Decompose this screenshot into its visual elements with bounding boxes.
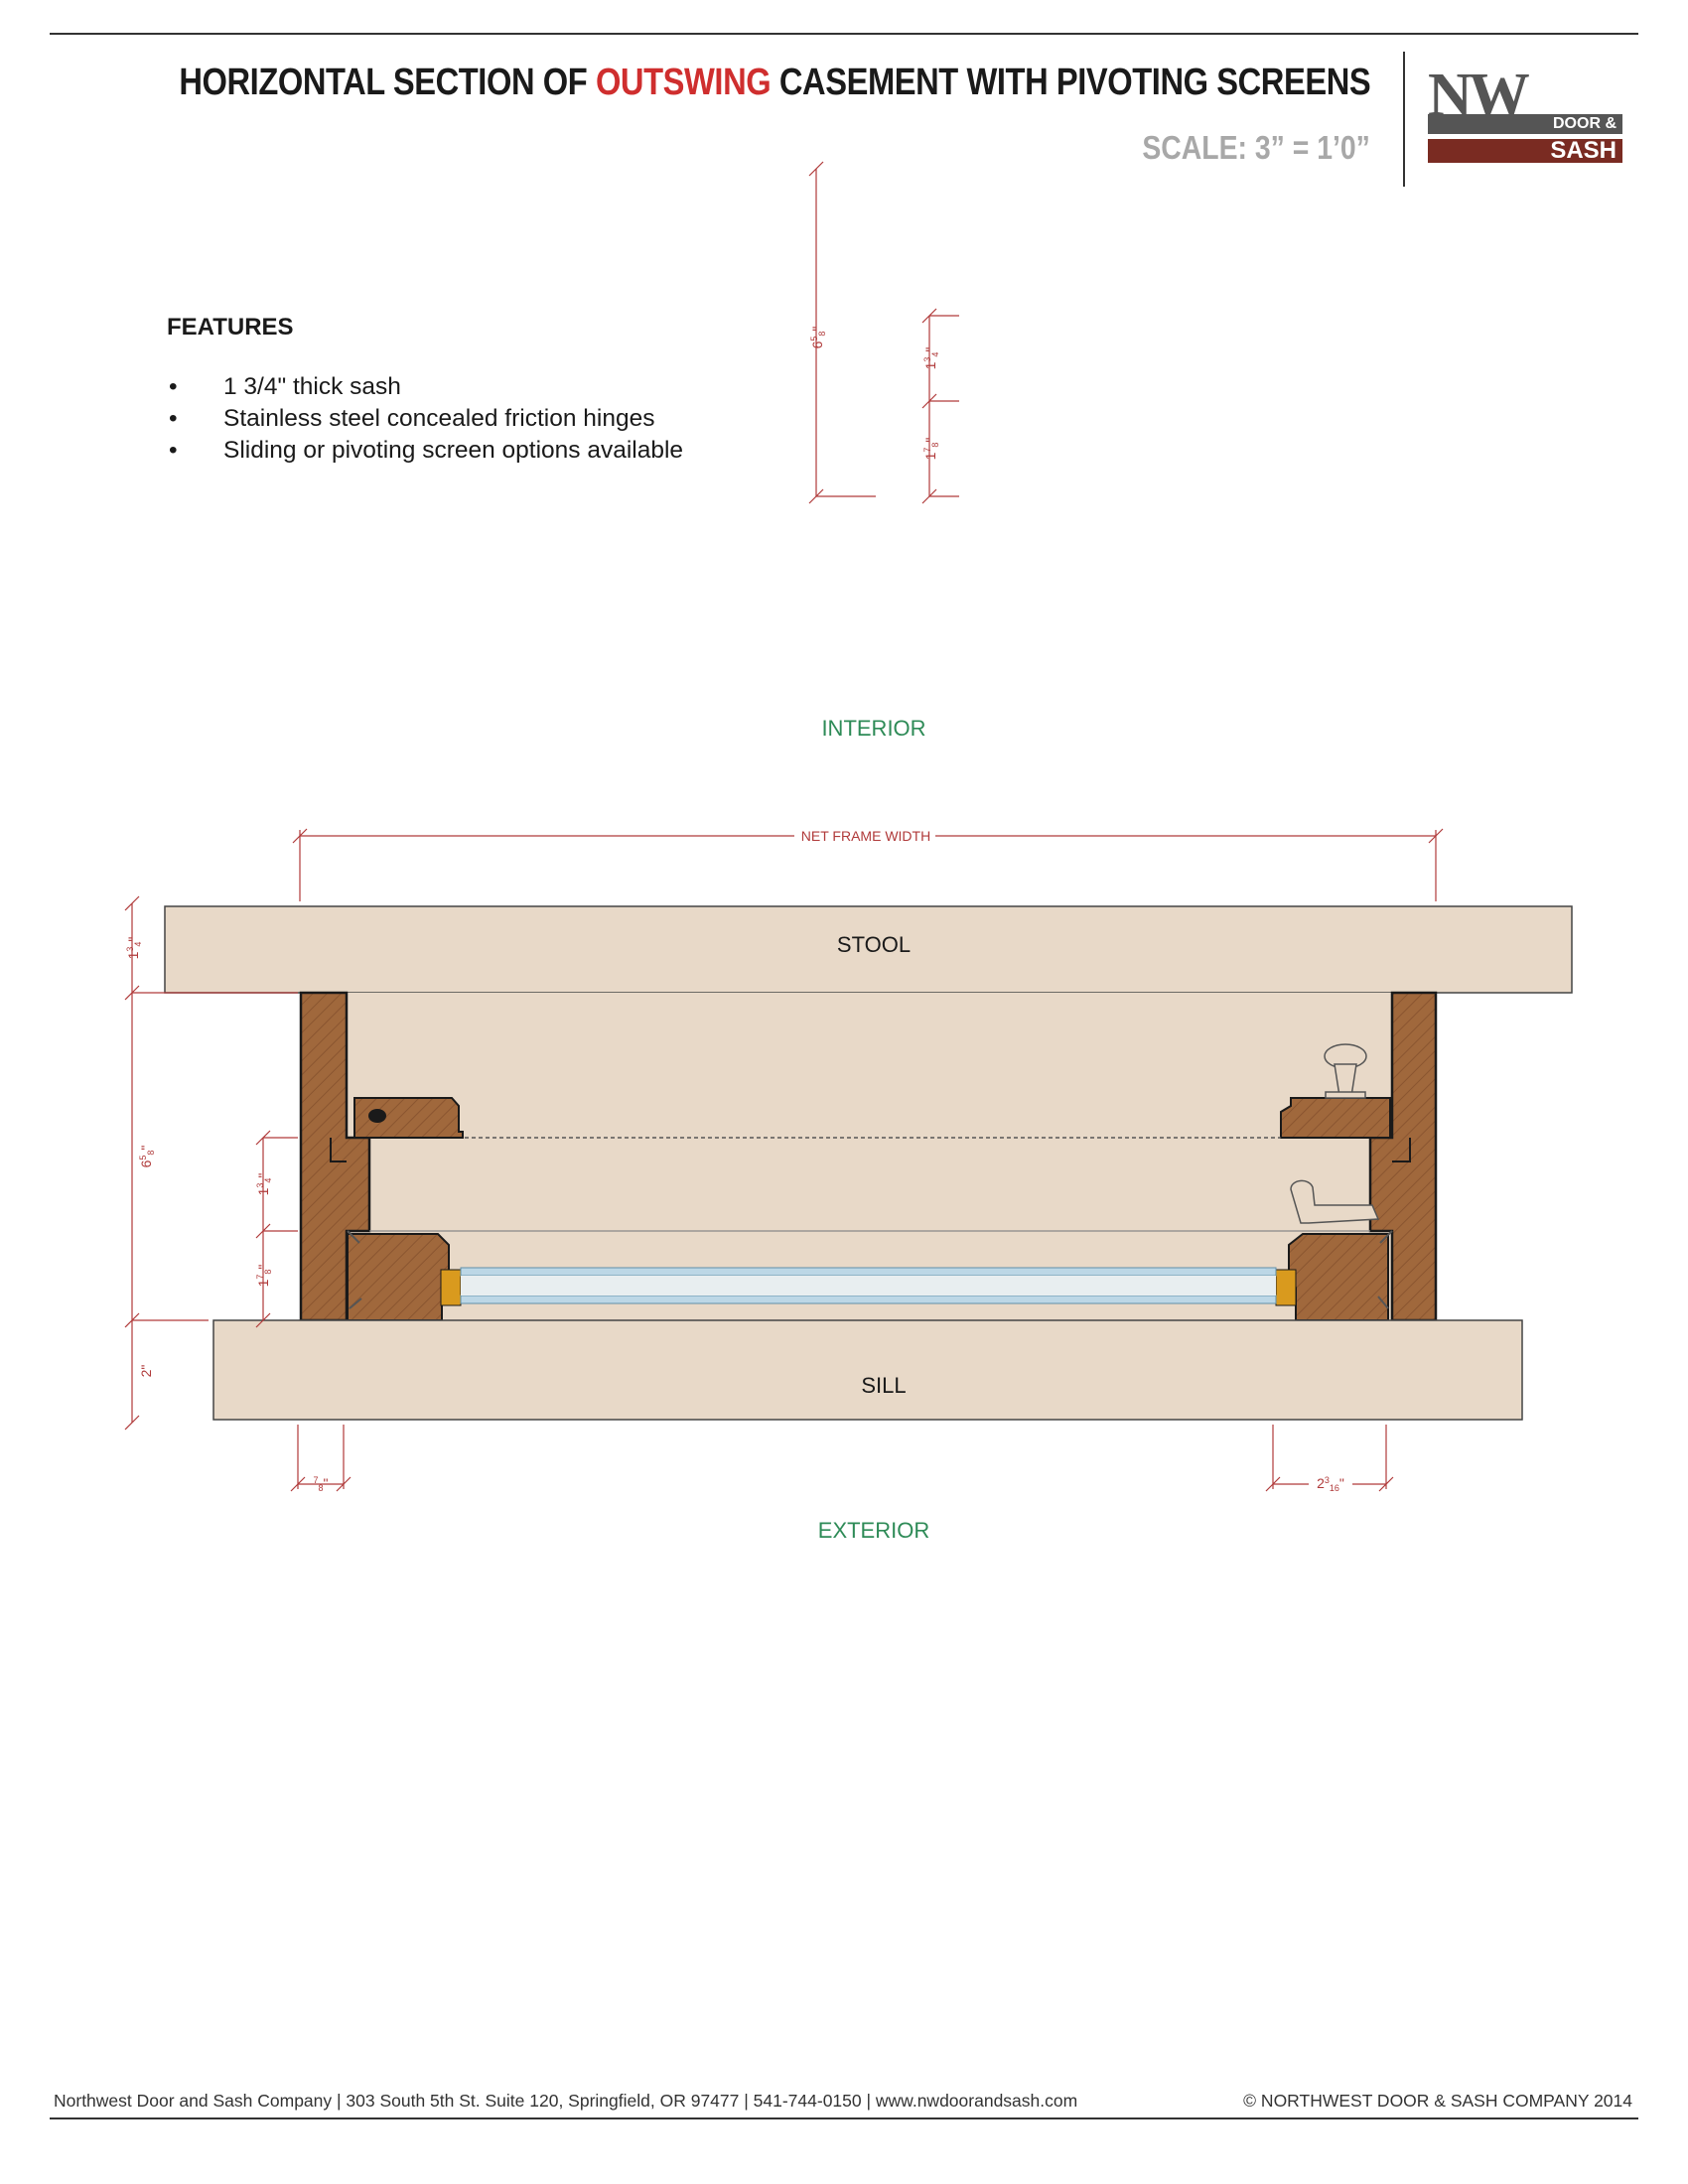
dim-7-8: $^7_8$" bbox=[313, 1475, 329, 1493]
insulated-glass bbox=[441, 1268, 1296, 1305]
title-suffix: CASEMENT WITH PIVOTING SCREENS bbox=[770, 62, 1370, 103]
left-screen-rail bbox=[354, 1098, 463, 1138]
features-heading: FEATURES bbox=[167, 314, 294, 341]
stool-label: STOOL bbox=[836, 932, 912, 957]
feature-item: • Stainless steel concealed friction hinges bbox=[167, 403, 683, 435]
sill-board bbox=[213, 1320, 1522, 1420]
bottom-dimensions bbox=[291, 1425, 1393, 1491]
feature-item: • 1 3/4" thick sash bbox=[167, 371, 683, 403]
feature-item: • Sliding or pivoting screen options available bbox=[167, 435, 683, 467]
dim-6-5-8-jamb: $6^5_8$" bbox=[138, 1145, 156, 1168]
exterior-label: EXTERIOR bbox=[817, 1518, 930, 1543]
screen-pivot-pin bbox=[368, 1109, 386, 1123]
dim-1-7-8-sash: $1^7_8$" bbox=[255, 1264, 273, 1288]
footer-company-info: Northwest Door and Sash Company | 303 South 5th St. Suite 120, Springfield, OR 97477 | 541-744-0150 | www.nwdoorandsash.com bbox=[54, 2091, 1078, 2111]
interior-label: INTERIOR bbox=[821, 716, 926, 741]
logo-door: DOOR & bbox=[1553, 115, 1617, 132]
right-sash bbox=[1289, 1234, 1388, 1320]
dim-1-7-8-top: $1^7_8$" bbox=[922, 437, 940, 461]
footer-copyright: © NORTHWEST DOOR & SASH COMPANY 2014 bbox=[1243, 2091, 1632, 2111]
dim-2-3-16: $2^3_{16}$" bbox=[1317, 1475, 1344, 1493]
dim-2-sill: 2" bbox=[138, 1364, 154, 1378]
detail-dimensions bbox=[809, 162, 959, 503]
title-prefix: HORIZONTAL SECTION OF bbox=[179, 62, 596, 103]
sill-label: SILL bbox=[861, 1373, 907, 1398]
logo-nw: NW bbox=[1428, 62, 1526, 129]
footer-rule bbox=[50, 2117, 1638, 2119]
logo-sash: SASH bbox=[1550, 137, 1617, 164]
dim-6-5-8-top: $6^5_8$" bbox=[809, 326, 827, 349]
net-frame-width-label: NET FRAME WIDTH bbox=[800, 828, 931, 844]
dim-1-3-4-top: $1^3_4$" bbox=[922, 346, 940, 370]
dim-1-3-4-stool: $1^3_4$" bbox=[125, 936, 143, 960]
dim-1-3-4-screen: $1^3_4$" bbox=[255, 1172, 273, 1196]
scale-label: SCALE: 3” = 1’0” bbox=[1142, 129, 1370, 166]
title-accent: OUTSWING bbox=[595, 62, 771, 103]
right-screen-rail bbox=[1281, 1098, 1390, 1138]
left-sash bbox=[348, 1234, 449, 1320]
